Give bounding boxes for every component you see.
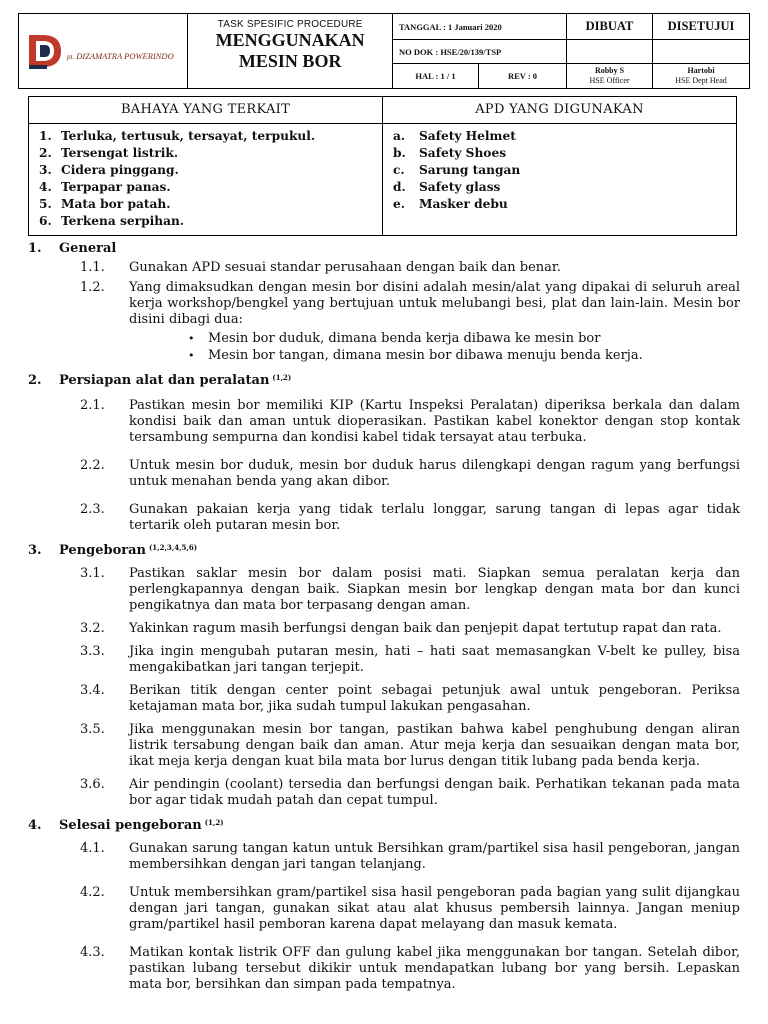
- hazard-column: [29, 97, 383, 235]
- meta-sign-space-maker: [567, 40, 653, 64]
- apd-list: [383, 124, 736, 213]
- procedure-step: 3.4. Berikan titik dengan center point sebagai petunjuk awal untuk pengeboran. Periksa ketajaman mata bor, jika sudah tumpul lakukan pengasahan.: [80, 683, 740, 714]
- apd-item: b. Safety Shoes: [393, 146, 507, 160]
- apd-item: e. Masker debu: [393, 197, 508, 211]
- bullet-icon: [159, 347, 208, 364]
- company-logo-icon: [27, 31, 63, 71]
- section-heading-general: 1. General: [28, 240, 117, 256]
- document-title-line2: MESIN BOR: [238, 51, 342, 71]
- apd-header: APD YANG DIGUNAKAN: [383, 97, 736, 124]
- hazard-apd-table: [28, 96, 737, 236]
- meta-rev: REV : 0: [479, 64, 567, 88]
- procedure-step: 3.1. Pastikan saklar mesin bor dalam posisi mati. Siapkan semua peralatan kerja dan perlengkapannya dengan baik. Siapkan mesin bor lengkap dengan mata bor dan kunci pengikatnya dan mata bor terpasang dengan aman.: [80, 566, 740, 613]
- meta-no-dok: NO DOK : HSE/20/139/TSP: [393, 40, 567, 64]
- bullet-item: • Mesin bor tangan, dimana mesin bor dibawa menuju benda kerja.: [159, 347, 740, 364]
- meta-hal: HAL : 1 / 1: [393, 64, 479, 88]
- apd-item: d. Safety glass: [393, 180, 501, 194]
- title-cell: [188, 14, 393, 88]
- procedure-step: 2.1. Pastikan mesin bor memiliki KIP (Kartu Inspeksi Peralatan) diperiksa berkala dan dalam kondisi baik dan aman untuk dioperasikan. Pastikan kabel konektor dengan stop kontak tersambung sempurna dan kondisi kabel tidak tersayat atau terbuka.: [80, 398, 740, 445]
- procedure-step: 3.3. Jika ingin mengubah putaran mesin, hati – hati saat memasangkan V-belt ke pulley, bisa mengakibatkan jari tangan terjepit.: [80, 644, 740, 675]
- meta-maker: [567, 64, 653, 88]
- hazard-item: 6. Terkena serpihan.: [39, 214, 185, 228]
- procedure-step: 3.6. Air pendingin (coolant) tersedia dan berfungsi dengan baik. Perhatikan tekanan pada mata bor agar tidak mudah patah dan cepat tumpul.: [80, 777, 740, 808]
- procedure-step: 2.2. Untuk mesin bor duduk, mesin bor duduk harus dilengkapi dengan ragum yang berfungsi untuk menahan benda yang akan dibor.: [80, 458, 740, 489]
- apd-item: c. Sarung tangan: [393, 163, 521, 177]
- procedure-content: [28, 238, 740, 993]
- meta-tanggal: TANGGAL : 1 Januari 2020: [393, 14, 567, 40]
- hazard-item: 2. Tersengat listrik.: [39, 146, 179, 160]
- document-type: TASK SPESIFIC PROCEDURE: [217, 19, 363, 30]
- company-name-text: DIZAMATRA POWERINDO: [76, 51, 174, 61]
- procedure-step: 3.2. Yakinkan ragum masih berfungsi dengan baik dan penjepit dapat tertutup rapat dan rata.: [80, 621, 722, 636]
- procedure-step: 2.3. Gunakan pakaian kerja yang tidak terlalu longgar, sarung tangan di lepas agar tidak tertarik oleh putaran mesin bor.: [80, 502, 740, 533]
- apd-column: [383, 97, 736, 235]
- procedure-step: 4.3. Matikan kontak listrik OFF dan gulung kabel jika menggunakan bor tangan. Setelah dibor, pastikan lubang tersebut dikikir untuk mendapatkan lubang bor yang bersih. Lepaskan mata bor, bersihkan dan simpan pada tempatnya.: [80, 945, 740, 992]
- hazard-item: 1. Terluka, tertusuk, tersayat, terpukul.: [39, 129, 316, 143]
- maker-role: HSE Officer: [589, 76, 630, 85]
- approver-role: HSE Dept Head: [675, 76, 727, 85]
- company-prefix: pt.: [67, 53, 75, 61]
- hazard-item: 3. Cidera pinggang.: [39, 163, 179, 177]
- meta-approver: [653, 64, 749, 88]
- meta-dibuat: DIBUAT: [567, 14, 653, 40]
- company-logo-cell: [19, 14, 188, 88]
- procedure-step: 4.2. Untuk membersihkan gram/partikel sisa hasil pengeboran pada bagian yang sulit dijangkau dengan jari tangan, gunakan sikat atau alat khusus pembersih lainnya. Jangan meniup gram/partikel hasil pemboran karena dapat melayang dan masuk kemata.: [80, 885, 740, 932]
- procedure-step: 4.1. Gunakan sarung tangan katun untuk Bersihkan gram/partikel sisa hasil pengeboran, jangan membersihkan dengan jari tangan telanjang.: [80, 841, 740, 872]
- document-title-line1: MENGGUNAKAN: [215, 30, 365, 50]
- apd-item: a. Safety Helmet: [393, 129, 516, 143]
- hazard-item: 5. Mata bor patah.: [39, 197, 171, 211]
- bullet-item: • Mesin bor duduk, dimana benda kerja dibawa ke mesin bor: [159, 330, 740, 347]
- hazard-list: [29, 124, 382, 230]
- procedure-step: 3.5. Jika menggunakan mesin bor tangan, pastikan bahwa kabel penghubung dengan aliran listrik tersabung dengan baik dan aman. Atur meja kerja dan sesuaikan dengan mata bor, ikat meja kerja dengan kuat bila mata bor lurus dengan titik lubang pada benda kerja.: [80, 722, 740, 769]
- section-heading-selesai: 4. Selesai pengeboran $^{(1,2)}$: [28, 817, 224, 833]
- hazard-item: 4. Terpapar panas.: [39, 180, 171, 194]
- document-header: [18, 13, 750, 89]
- section-heading-pengeboran: 3. Pengeboran $^{(1,2,3,4,5,6)}$: [28, 542, 198, 558]
- meta-disetujui: DISETUJUI: [653, 14, 749, 40]
- meta-sign-space-approver: [653, 40, 749, 64]
- maker-name: Robby S: [594, 66, 625, 75]
- section-heading-persiapan: 2. Persiapan alat dan peralatan $^{(1,2)}$: [28, 372, 292, 388]
- hazard-header: BAHAYA YANG TERKAIT: [29, 97, 382, 124]
- approver-name: Hartobi: [687, 66, 715, 75]
- procedure-step: 1.1. Gunakan APD sesuai standar perusahaan dengan baik dan benar.: [80, 260, 561, 275]
- procedure-step: 1.2. Yang dimaksudkan dengan mesin bor disini adalah mesin/alat yang dipakai di seluruh areal kerja workshop/bengkel yang bertujuan untuk melubangi besi, plat dan lain-lain. Mesin bor disini dibagi dua:: [80, 280, 740, 327]
- company-name: [67, 51, 174, 61]
- document-meta-grid: [393, 14, 749, 88]
- bullet-icon: [159, 330, 208, 347]
